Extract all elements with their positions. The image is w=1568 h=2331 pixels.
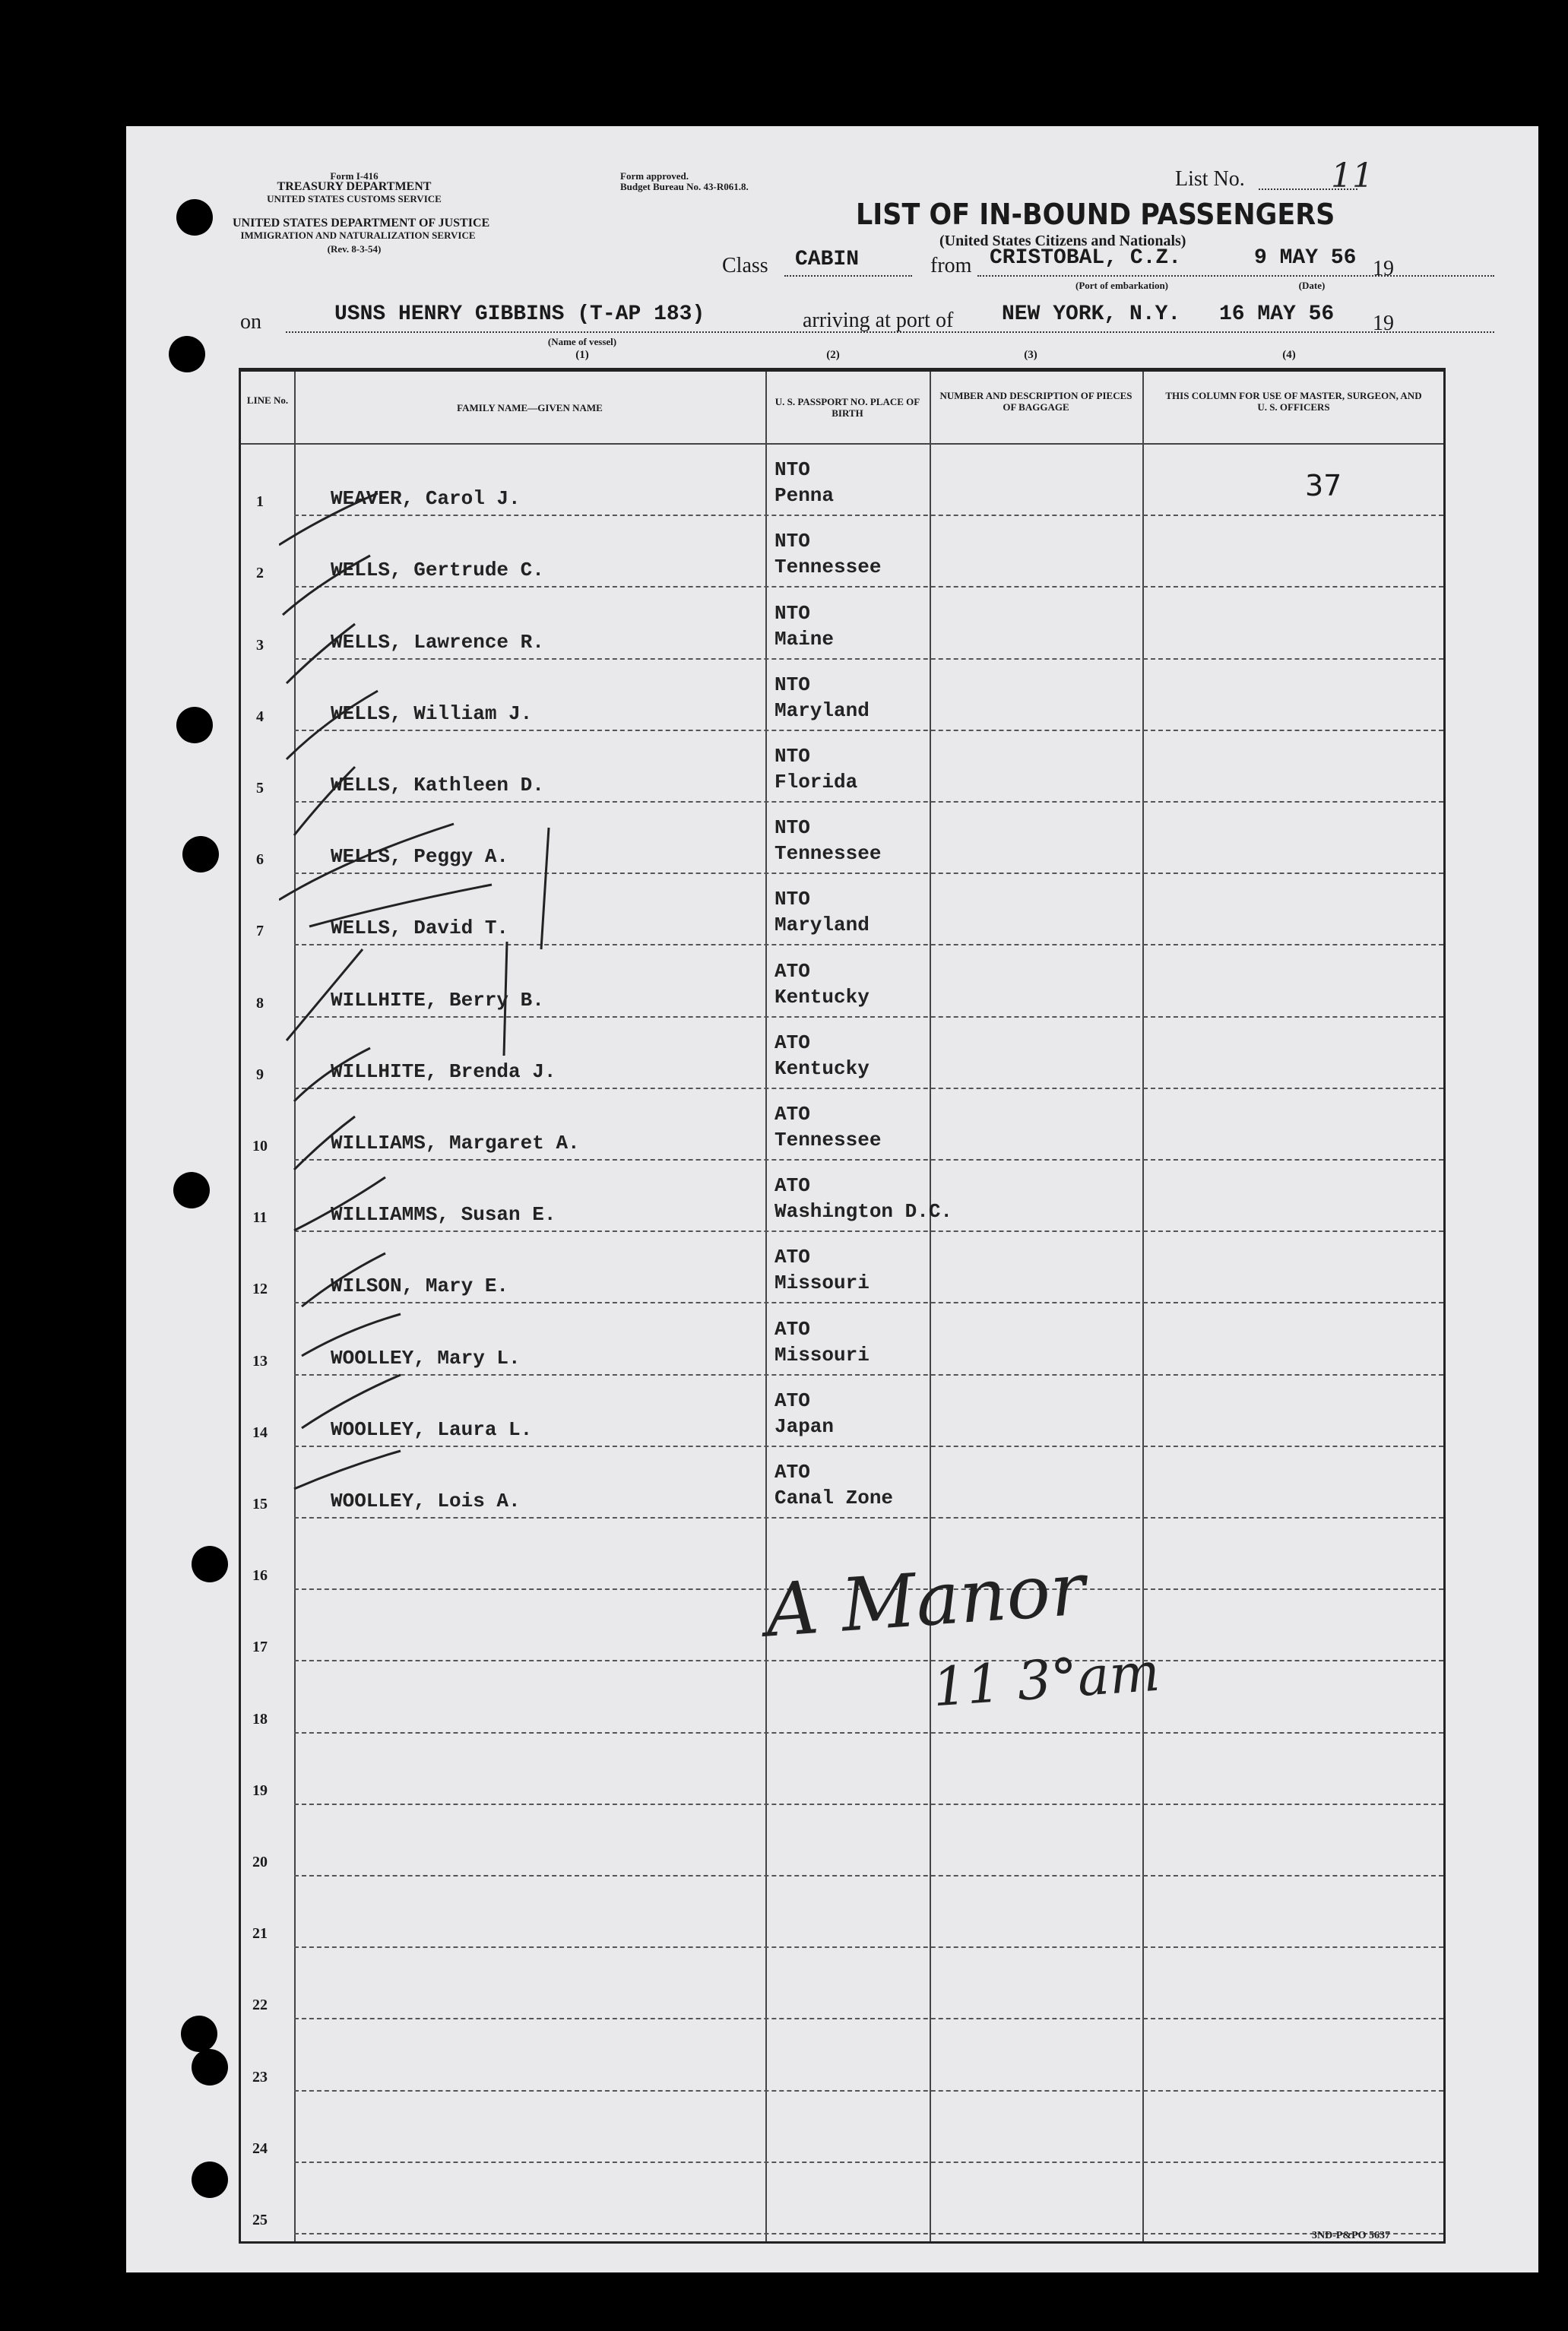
passenger-name: WILSON, Mary E. xyxy=(331,1275,509,1298)
line-number: 6 xyxy=(256,851,264,869)
customs-service: UNITED STATES CUSTOMS SERVICE xyxy=(267,193,442,204)
page-title: LIST OF IN-BOUND PASSENGERS xyxy=(856,198,1335,231)
place-of-birth: Maine xyxy=(774,627,835,651)
line-number: 7 xyxy=(256,923,264,940)
line-number: 8 xyxy=(256,994,264,1012)
passenger-name: WOOLLEY, Lois A. xyxy=(331,1490,521,1512)
line-number: 12 xyxy=(252,1281,268,1298)
signature-time: 11 3°am xyxy=(930,1640,1162,1719)
passenger-name: WELLS, Peggy A. xyxy=(331,845,509,869)
row-divider xyxy=(294,2233,1443,2234)
line-number: 9 xyxy=(256,1066,264,1083)
col-divider xyxy=(1142,372,1144,2241)
col-num-3: (3) xyxy=(1024,349,1037,361)
row-divider xyxy=(294,1660,1443,1661)
passenger-name: WELLS, Gertrude C. xyxy=(331,559,544,582)
revision: (Rev. 8-3-54) xyxy=(327,243,382,255)
col-header-name: FAMILY NAME—GIVEN NAME xyxy=(457,402,603,413)
justice-dept: UNITED STATES DEPARTMENT OF JUSTICE xyxy=(233,217,490,230)
arriving-label: arriving at port of xyxy=(803,309,954,332)
row-divider xyxy=(294,2090,1443,2092)
col-header-line: LINE No. xyxy=(246,394,289,406)
from-value: CRISTOBAL, C.Z. xyxy=(990,246,1182,270)
port-embark-caption: (Port of embarkation) xyxy=(1075,280,1169,291)
line-number: 11 xyxy=(252,1209,268,1227)
place-of-birth: Japan xyxy=(774,1414,835,1438)
manifest-page xyxy=(126,126,1538,2272)
binder-hole xyxy=(181,2016,217,2052)
passport-code: ATO xyxy=(774,1317,810,1341)
place-of-birth: Tennessee xyxy=(774,842,882,866)
passport-code: NTO xyxy=(774,601,810,625)
vessel-caption: (Name of vessel) xyxy=(547,336,617,347)
departure-date: 9 MAY 56 xyxy=(1254,246,1357,270)
place-of-birth: Penna xyxy=(774,484,835,508)
line-number: 24 xyxy=(252,2139,268,2157)
passport-code: NTO xyxy=(774,673,810,696)
form-approved: Form approved. xyxy=(620,170,689,182)
binder-hole xyxy=(176,199,213,236)
passport-code: ATO xyxy=(774,1246,810,1269)
place-of-birth: Tennessee xyxy=(774,1129,882,1151)
binder-hole xyxy=(182,836,219,873)
binder-hole xyxy=(192,1546,228,1582)
row-divider xyxy=(294,1732,1443,1734)
list-no-label: List No. xyxy=(1175,167,1245,191)
place-of-birth: Washington D.C. xyxy=(774,1200,953,1224)
binder-hole xyxy=(173,1172,210,1208)
line-number: 20 xyxy=(252,1854,268,1870)
line-number: 4 xyxy=(256,708,264,725)
place-of-birth: Canal Zone xyxy=(774,1487,894,1509)
col-divider xyxy=(930,372,931,2241)
line-number: 10 xyxy=(252,1138,268,1154)
binder-hole xyxy=(169,336,205,372)
col-header-passport: U. S. PASSPORT NO. PLACE OF BIRTH xyxy=(774,396,920,419)
passport-code: NTO xyxy=(774,816,810,840)
col-num-2: (2) xyxy=(826,349,840,361)
page-subtitle: (United States Citizens and Nationals) xyxy=(939,233,1186,249)
passenger-name: WELLS, William J. xyxy=(331,702,533,725)
arrival-port: NEW YORK, N.Y. xyxy=(1002,302,1181,326)
place-of-birth: Tennessee xyxy=(774,556,882,579)
passport-code: NTO xyxy=(774,888,810,911)
col-divider xyxy=(765,372,767,2241)
row-divider xyxy=(294,2162,1443,2163)
line-number: 17 xyxy=(252,1639,268,1656)
line-number: 19 xyxy=(252,1782,268,1799)
header-divider xyxy=(241,443,1443,445)
line-number: 3 xyxy=(256,636,264,654)
place-of-birth: Florida xyxy=(774,771,858,793)
col-header-officers: THIS COLUMN FOR USE OF MASTER, SURGEON, AND U. S. OFFICERS xyxy=(1165,390,1422,413)
row-divider xyxy=(294,1946,1443,1948)
passport-code: ATO xyxy=(774,1461,810,1484)
passport-code: NTO xyxy=(774,458,810,482)
line-number: 23 xyxy=(252,2068,268,2086)
line-number: 13 xyxy=(252,1352,268,1370)
passenger-table xyxy=(239,368,1446,2244)
binder-hole xyxy=(192,2049,228,2086)
passenger-name: WILLHITE, Berry B. xyxy=(331,988,544,1012)
treasury-dept: TREASURY DEPARTMENT xyxy=(277,180,432,193)
passenger-name: WILLIAMMS, Susan E. xyxy=(331,1203,556,1227)
line-number: 15 xyxy=(252,1496,268,1512)
line-number: 14 xyxy=(252,1424,268,1441)
col-num-4: (4) xyxy=(1282,349,1296,361)
row-divider xyxy=(294,2018,1443,2019)
passenger-name: WELLS, David T. xyxy=(331,917,509,940)
passport-code: ATO xyxy=(774,1031,810,1054)
line-number: 2 xyxy=(256,565,264,582)
passport-code: ATO xyxy=(774,1103,810,1126)
place-of-birth: Missouri xyxy=(774,1272,870,1295)
passenger-name: WEAVER, Carol J. xyxy=(331,487,521,511)
list-no-value: 11 xyxy=(1331,157,1373,195)
row-divider xyxy=(294,1804,1443,1805)
passenger-name: WOOLLEY, Laura L. xyxy=(331,1417,533,1441)
passport-code: ATO xyxy=(774,1174,810,1198)
line-number: 5 xyxy=(256,780,264,797)
passenger-name: WOOLLEY, Mary L. xyxy=(331,1346,521,1370)
passport-code: ATO xyxy=(774,959,810,983)
passenger-name: WELLS, Lawrence R. xyxy=(331,630,544,654)
class-line xyxy=(784,275,912,277)
binder-hole xyxy=(192,2162,228,2198)
line-number: 18 xyxy=(252,1710,268,1728)
budget-bureau: Budget Bureau No. 43-R061.8. xyxy=(620,181,749,192)
signature-name: A Manor xyxy=(762,1546,1088,1654)
year-label-1: 19 xyxy=(1373,257,1394,280)
date-caption: (Date) xyxy=(1298,280,1326,291)
place-of-birth: Maryland xyxy=(774,914,870,937)
passport-code: ATO xyxy=(774,1389,810,1412)
col-header-baggage: NUMBER AND DESCRIPTION OF PIECES OF BAGGAGE xyxy=(939,390,1132,413)
year-label-2: 19 xyxy=(1373,312,1394,335)
place-of-birth: Kentucky xyxy=(774,985,870,1009)
row-divider xyxy=(294,1875,1443,1877)
passenger-name: WILLIAMS, Margaret A. xyxy=(331,1132,580,1154)
line-number: 21 xyxy=(252,1925,268,1943)
class-value: CABIN xyxy=(795,248,860,271)
vessel-name: USNS HENRY GIBBINS (T-AP 183) xyxy=(334,302,705,326)
binder-hole xyxy=(176,707,213,743)
class-label: Class xyxy=(722,254,768,277)
line-number: 22 xyxy=(252,1997,268,2014)
form-number: Form I-416 xyxy=(330,170,379,182)
place-of-birth: Kentucky xyxy=(774,1056,870,1080)
passport-code: NTO xyxy=(774,745,810,768)
place-of-birth: Maryland xyxy=(774,698,870,722)
passenger-name: WILLHITE, Brenda J. xyxy=(331,1059,556,1083)
place-of-birth: Missouri xyxy=(774,1343,870,1367)
from-label: from xyxy=(930,254,972,277)
printer-code: 3ND-P&PO 5637 xyxy=(1312,2230,1391,2241)
col-num-1: (1) xyxy=(575,349,589,361)
officer-note: 37 xyxy=(1305,469,1342,502)
on-label: on xyxy=(240,310,261,334)
line-number: 16 xyxy=(252,1567,268,1585)
arrival-date: 16 MAY 56 xyxy=(1219,302,1335,326)
passenger-name: WELLS, Kathleen D. xyxy=(331,774,544,797)
from-line xyxy=(977,275,1494,277)
ins-service: IMMIGRATION AND NATURALIZATION SERVICE xyxy=(240,230,476,241)
passport-code: NTO xyxy=(774,530,810,553)
check-marks xyxy=(279,463,629,1588)
line-number: 1 xyxy=(256,493,264,511)
line-number: 25 xyxy=(252,2212,268,2228)
